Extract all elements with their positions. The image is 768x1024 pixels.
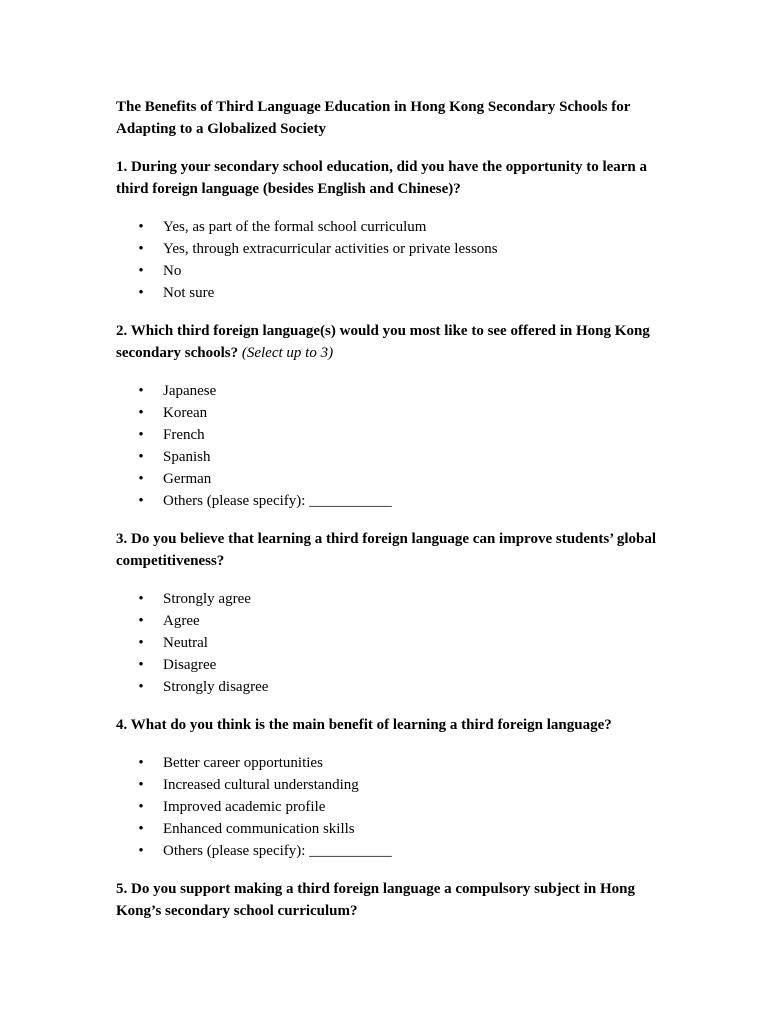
option-label: Yes, through extracurricular activities or private lessons <box>163 241 498 257</box>
option-label: Others (please specify): ___________ <box>163 843 392 859</box>
bullet-icon: • <box>138 405 144 421</box>
question-4 <box>116 714 656 862</box>
question-text <box>116 528 656 572</box>
bullet-icon: • <box>138 449 144 465</box>
option-label: Strongly agree <box>163 591 251 607</box>
bullet-icon: • <box>138 219 144 235</box>
option-label: Others (please specify): ___________ <box>163 493 392 509</box>
option-label: French <box>163 427 205 443</box>
bullet-icon: • <box>138 471 144 487</box>
bullet-icon: • <box>138 679 144 695</box>
list-item <box>136 238 656 260</box>
question-prompt: 4. What do you think is the main benefit of learning a third foreign language? <box>116 717 612 733</box>
question-5 <box>116 878 656 922</box>
document-content <box>116 96 656 938</box>
question-2 <box>116 320 656 512</box>
question-text <box>116 156 656 200</box>
list-item <box>136 818 656 840</box>
option-label: Increased cultural understanding <box>163 777 359 793</box>
bullet-icon: • <box>138 427 144 443</box>
question-prompt: 5. Do you support making a third foreign language a compulsory subject in Hong Kong’s secondary school curriculum? <box>116 881 635 919</box>
option-list <box>116 588 656 698</box>
bullet-icon: • <box>138 613 144 629</box>
option-label: German <box>163 471 212 487</box>
option-list <box>116 752 656 862</box>
list-item <box>136 588 656 610</box>
list-item <box>136 490 656 512</box>
bullet-icon: • <box>138 799 144 815</box>
list-item <box>136 260 656 282</box>
question-text <box>116 320 656 364</box>
document-title: The Benefits of Third Language Education in Hong Kong Secondary Schools for Adapting to a Globalized Society <box>116 99 631 137</box>
option-label: Improved academic profile <box>163 799 326 815</box>
list-item <box>136 610 656 632</box>
option-label: Not sure <box>163 285 215 301</box>
option-label: Spanish <box>163 449 211 465</box>
option-label: Agree <box>163 613 200 629</box>
list-item <box>136 676 656 698</box>
bullet-icon: • <box>138 635 144 651</box>
bullet-icon: • <box>138 383 144 399</box>
question-prompt: 3. Do you believe that learning a third foreign language can improve students’ global competitiveness? <box>116 531 657 569</box>
list-item <box>136 216 656 238</box>
option-label: Neutral <box>163 635 208 651</box>
list-item <box>136 632 656 654</box>
bullet-icon: • <box>138 821 144 837</box>
bullet-icon: • <box>138 657 144 673</box>
list-item <box>136 402 656 424</box>
list-item <box>136 654 656 676</box>
list-item <box>136 446 656 468</box>
list-item <box>136 282 656 304</box>
bullet-icon: • <box>138 285 144 301</box>
bullet-icon: • <box>138 493 144 509</box>
option-label: No <box>163 263 182 279</box>
option-label: Japanese <box>163 383 217 399</box>
option-label: Strongly disagree <box>163 679 269 695</box>
bullet-icon: • <box>138 591 144 607</box>
bullet-icon: • <box>138 843 144 859</box>
option-label: Yes, as part of the formal school curriculum <box>163 219 427 235</box>
bullet-icon: • <box>138 263 144 279</box>
list-item <box>136 774 656 796</box>
option-list <box>116 216 656 304</box>
question-3 <box>116 528 656 698</box>
list-item <box>136 380 656 402</box>
list-item <box>136 468 656 490</box>
option-label: Korean <box>163 405 208 421</box>
question-note: (Select up to 3) <box>241 345 334 361</box>
bullet-icon: • <box>138 755 144 771</box>
bullet-icon: • <box>138 777 144 793</box>
option-list <box>116 380 656 512</box>
option-label: Enhanced communication skills <box>163 821 355 837</box>
question-text <box>116 714 656 736</box>
list-item <box>136 796 656 818</box>
option-label: Better career opportunities <box>163 755 323 771</box>
bullet-icon: • <box>138 241 144 257</box>
question-text <box>116 878 656 922</box>
option-label: Disagree <box>163 657 217 673</box>
question-1 <box>116 156 656 304</box>
list-item <box>136 840 656 862</box>
question-prompt: 1. During your secondary school education, did you have the opportunity to learn a third foreign language (besides English and Chinese)? <box>116 159 648 197</box>
question-prompt: 2. Which third foreign language(s) would you most like to see offered in Hong Kong secondary schools? <box>116 323 650 361</box>
list-item <box>136 424 656 446</box>
list-item <box>136 752 656 774</box>
